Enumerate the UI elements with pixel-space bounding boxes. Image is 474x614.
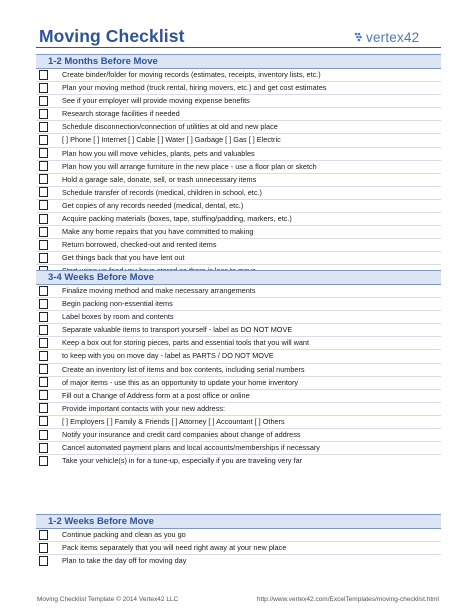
checklist-item-label: Get copies of any records needed (medical, dental, etc.) bbox=[62, 200, 244, 210]
checklist-item bbox=[36, 200, 441, 213]
checklist-item-label: Keep a box out for storing pieces, parts and essential tools that you will want bbox=[62, 338, 310, 348]
checklist-item bbox=[36, 337, 441, 350]
checkbox[interactable] bbox=[39, 312, 48, 322]
title-divider bbox=[36, 47, 441, 48]
checklist-item bbox=[36, 298, 441, 311]
checklist-item bbox=[36, 555, 441, 567]
vertex42-logo-icon bbox=[354, 31, 365, 44]
checkbox[interactable] bbox=[39, 403, 48, 413]
checklist-item bbox=[36, 95, 441, 108]
checklist-item bbox=[36, 134, 441, 147]
checklist-item bbox=[36, 121, 441, 134]
checklist-item bbox=[36, 416, 441, 429]
checklist-item bbox=[36, 390, 441, 403]
checkbox[interactable] bbox=[39, 416, 48, 426]
section-heading: 1-2 Weeks Before Move bbox=[48, 516, 154, 527]
checkbox[interactable] bbox=[39, 174, 48, 184]
checklist-item-label: Schedule transfer of records (medical, children in school, etc.) bbox=[62, 187, 262, 197]
checklist-item-label: Finalize moving method and make necessary arrangements bbox=[62, 286, 256, 295]
checklist-item bbox=[36, 69, 441, 82]
checklist-section bbox=[36, 514, 441, 567]
checklist-item-label: [ ] Employers [ ] Family & Friends [ ] Attorney [ ] Accountant [ ] Others bbox=[62, 416, 285, 426]
checklist-item-label: Provide important contacts with your new address: bbox=[62, 403, 226, 413]
checklist-item bbox=[36, 403, 441, 416]
section-header bbox=[36, 54, 441, 69]
checkbox[interactable] bbox=[39, 70, 48, 80]
checklist-item bbox=[36, 377, 441, 390]
checkbox[interactable] bbox=[39, 299, 48, 309]
checklist-item-label: Make any home repairs that you have committed to making bbox=[62, 227, 254, 237]
checkbox[interactable] bbox=[39, 214, 48, 224]
checklist-section bbox=[36, 54, 441, 278]
checklist-item-label: Plan how you will move vehicles, plants, pets and valuables bbox=[62, 148, 255, 158]
checklist-item-label: Schedule disconnection/connection of utilities at old and new place bbox=[62, 122, 278, 132]
checkbox[interactable] bbox=[39, 227, 48, 237]
checkbox[interactable] bbox=[39, 377, 48, 387]
checkbox[interactable] bbox=[39, 390, 48, 400]
checklist-item-label: Plan how you will arrange furniture in the new place - use a floor plan or sketch bbox=[62, 161, 317, 171]
checklist-item-label: Take your vehicle(s) in for a tune-up, especially if you are traveling very far bbox=[62, 456, 303, 466]
checklist-item bbox=[36, 350, 441, 363]
checklist-item-label: Separate valuable items to transport yourself - label as DO NOT MOVE bbox=[62, 325, 293, 335]
checklist-item-label: Plan your moving method (truck rental, hiring movers, etc.) and get cost estimates bbox=[62, 83, 327, 93]
checkbox[interactable] bbox=[39, 253, 48, 263]
checklist-item-label: Return borrowed, checked-out and rented items bbox=[62, 240, 217, 250]
section-header bbox=[36, 270, 441, 285]
checklist-item bbox=[36, 161, 441, 174]
checklist-item bbox=[36, 542, 441, 555]
checklist-item bbox=[36, 285, 441, 298]
checklist-item-label: Hold a garage sale, donate, sell, or trash unnecessary items bbox=[62, 174, 257, 184]
checkbox[interactable] bbox=[39, 543, 48, 553]
checkbox[interactable] bbox=[39, 286, 48, 296]
checklist-item bbox=[36, 442, 441, 455]
logo-text: vertex42 bbox=[366, 30, 420, 45]
checklist-item bbox=[36, 252, 441, 265]
section-header bbox=[36, 514, 441, 529]
checklist-item bbox=[36, 226, 441, 239]
checkbox[interactable] bbox=[39, 187, 48, 197]
checkbox[interactable] bbox=[39, 109, 48, 119]
checklist-item bbox=[36, 311, 441, 324]
checklist-item bbox=[36, 82, 441, 95]
checklist-item-label: [ ] Phone [ ] Internet [ ] Cable [ ] Water [ ] Garbage [ ] Gas [ ] Electric bbox=[62, 135, 281, 145]
checklist-item-label: Create binder/folder for moving records (estimates, receipts, inventory lists, etc.) bbox=[62, 70, 321, 79]
checklist-item-label: Begin packing non-essential items bbox=[62, 299, 173, 309]
vertex42-logo bbox=[354, 30, 436, 46]
checklist-item-label: Fill out a Change of Address form at a post office or online bbox=[62, 390, 250, 400]
checklist-item-label: See if your employer will provide moving expense benefits bbox=[62, 96, 250, 106]
checklist-item bbox=[36, 529, 441, 542]
checklist-item bbox=[36, 148, 441, 161]
checkbox[interactable] bbox=[39, 96, 48, 106]
checklist-item bbox=[36, 187, 441, 200]
checklist-item bbox=[36, 239, 441, 252]
checkbox[interactable] bbox=[39, 240, 48, 250]
checklist-item bbox=[36, 364, 441, 377]
checkbox[interactable] bbox=[39, 430, 48, 440]
page-title: Moving Checklist bbox=[39, 26, 185, 46]
checklist-item-label: Label boxes by room and contents bbox=[62, 312, 174, 322]
checkbox[interactable] bbox=[39, 351, 48, 361]
checklist-item-label: of major items - use this as an opportunity to update your home inventory bbox=[62, 377, 299, 387]
checklist-item-label: Pack items separately that you will need right away at your new place bbox=[62, 543, 287, 553]
checkbox[interactable] bbox=[39, 200, 48, 210]
checklist-item bbox=[36, 174, 441, 187]
checklist-item-label: Research storage facilities if needed bbox=[62, 109, 180, 119]
checkbox[interactable] bbox=[39, 122, 48, 132]
checklist-item-label: Continue packing and clean as you go bbox=[62, 530, 186, 539]
checkbox[interactable] bbox=[39, 83, 48, 93]
checklist-item-label: Plan to take the day off for moving day bbox=[62, 556, 187, 566]
checklist-section bbox=[36, 270, 441, 467]
checklist-item-label: Get things back that you have lent out bbox=[62, 253, 185, 263]
checklist-item bbox=[36, 213, 441, 226]
checklist-item-label: Cancel automated payment plans and local accounts/memberships if necessary bbox=[62, 443, 320, 453]
checkbox[interactable] bbox=[39, 325, 48, 335]
section-heading: 1-2 Months Before Move bbox=[48, 56, 158, 67]
footer-copyright: Moving Checklist Template © 2014 Vertex42 LLC bbox=[37, 596, 179, 603]
footer-url[interactable]: http://www.vertex42.com/ExcelTemplates/moving-checklist.html bbox=[256, 596, 439, 603]
checkbox[interactable] bbox=[39, 338, 48, 348]
checkbox[interactable] bbox=[39, 530, 48, 540]
checkbox[interactable] bbox=[39, 135, 48, 145]
checkbox[interactable] bbox=[39, 148, 48, 158]
checkbox[interactable] bbox=[39, 456, 48, 466]
checkbox[interactable] bbox=[39, 364, 48, 374]
checklist-item bbox=[36, 455, 441, 467]
checkbox[interactable] bbox=[39, 443, 48, 453]
checklist-item-label: Create an inventory list of items and box contents, including serial numbers bbox=[62, 364, 305, 374]
checklist-item-label: Acquire packing materials (boxes, tape, stuffing/padding, markers, etc.) bbox=[62, 214, 292, 224]
checkbox[interactable] bbox=[39, 556, 48, 566]
checkbox[interactable] bbox=[39, 161, 48, 171]
checklist-item-label: Notify your insurance and credit card companies about change of address bbox=[62, 430, 301, 440]
checklist-item-label: to keep with you on move day - label as PARTS / DO NOT MOVE bbox=[62, 351, 274, 361]
checklist-item bbox=[36, 324, 441, 337]
checklist-item bbox=[36, 429, 441, 442]
section-heading: 3-4 Weeks Before Move bbox=[48, 272, 154, 283]
checklist-item bbox=[36, 108, 441, 121]
